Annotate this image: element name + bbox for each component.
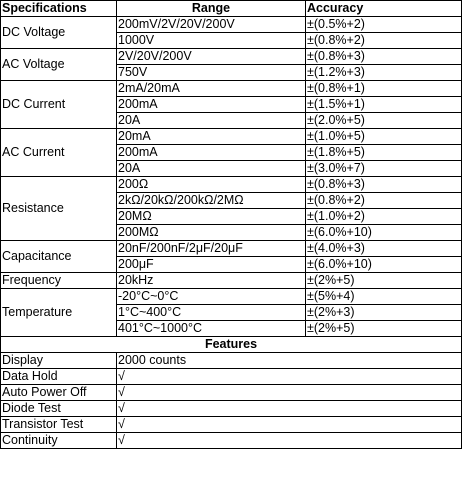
range-cell: 20A (117, 161, 306, 177)
accuracy-cell: ±(2%+5) (306, 273, 462, 289)
accuracy-cell: ±(2%+5) (306, 321, 462, 337)
feature-name-cell: Display (1, 353, 117, 369)
table-row (1, 129, 462, 145)
spec-name-cell: Resistance (1, 177, 117, 241)
features-title: Features (1, 337, 462, 353)
range-cell: 200μF (117, 257, 306, 273)
accuracy-cell: ±(1.8%+5) (306, 145, 462, 161)
spec-name-cell: DC Voltage (1, 17, 117, 49)
accuracy-cell: ±(0.8%+2) (306, 193, 462, 209)
accuracy-cell: ±(2.0%+5) (306, 113, 462, 129)
range-cell: 20mA (117, 129, 306, 145)
spec-name-cell: Capacitance (1, 241, 117, 273)
range-cell: 1000V (117, 33, 306, 49)
accuracy-cell: ±(0.8%+1) (306, 81, 462, 97)
range-cell: 2mA/20mA (117, 81, 306, 97)
spec-name-cell: Frequency (1, 273, 117, 289)
feature-name-cell: Transistor Test (1, 417, 117, 433)
range-cell: 200mA (117, 145, 306, 161)
table-row (1, 49, 462, 65)
feature-row (1, 417, 462, 433)
feature-name-cell: Diode Test (1, 401, 117, 417)
range-cell: 200Ω (117, 177, 306, 193)
feature-row (1, 353, 462, 369)
range-cell: 1°C~400°C (117, 305, 306, 321)
feature-name-cell: Continuity (1, 433, 117, 449)
accuracy-cell: ±(1.2%+3) (306, 65, 462, 81)
feature-row (1, 369, 462, 385)
spec-name-cell: AC Voltage (1, 49, 117, 81)
feature-value-cell: 2000 counts (117, 353, 462, 369)
table-row (1, 241, 462, 257)
table-row (1, 273, 462, 289)
table-row (1, 17, 462, 33)
feature-value-cell: √ (117, 417, 462, 433)
feature-value-cell: √ (117, 401, 462, 417)
feature-row (1, 433, 462, 449)
accuracy-cell: ±(3.0%+7) (306, 161, 462, 177)
range-cell: 200mV/2V/20V/200V (117, 17, 306, 33)
header-row (1, 1, 462, 17)
range-cell: 2kΩ/20kΩ/200kΩ/2MΩ (117, 193, 306, 209)
range-cell: -20°C~0°C (117, 289, 306, 305)
range-cell: 20kHz (117, 273, 306, 289)
table-row (1, 289, 462, 305)
feature-name-cell: Data Hold (1, 369, 117, 385)
feature-value-cell: √ (117, 369, 462, 385)
accuracy-header: Accuracy (306, 1, 462, 17)
accuracy-cell: ±(5%+4) (306, 289, 462, 305)
accuracy-cell: ±(6.0%+10) (306, 257, 462, 273)
range-cell: 200mA (117, 97, 306, 113)
accuracy-cell: ±(1.0%+2) (306, 209, 462, 225)
table-row (1, 177, 462, 193)
accuracy-cell: ±(6.0%+10) (306, 225, 462, 241)
spec-name-cell: Temperature (1, 289, 117, 337)
accuracy-cell: ±(0.8%+3) (306, 49, 462, 65)
range-cell: 200MΩ (117, 225, 306, 241)
feature-row (1, 401, 462, 417)
accuracy-cell: ±(2%+3) (306, 305, 462, 321)
accuracy-cell: ±(1.5%+1) (306, 97, 462, 113)
feature-name-cell: Auto Power Off (1, 385, 117, 401)
accuracy-cell: ±(0.8%+2) (306, 33, 462, 49)
range-header: Range (117, 1, 306, 17)
range-cell: 20A (117, 113, 306, 129)
feature-value-cell: √ (117, 433, 462, 449)
accuracy-cell: ±(0.8%+3) (306, 177, 462, 193)
range-cell: 401°C~1000°C (117, 321, 306, 337)
table-row (1, 81, 462, 97)
range-cell: 20MΩ (117, 209, 306, 225)
feature-row (1, 385, 462, 401)
feature-value-cell: √ (117, 385, 462, 401)
range-cell: 750V (117, 65, 306, 81)
spec-name-cell: AC Current (1, 129, 117, 177)
accuracy-cell: ±(4.0%+3) (306, 241, 462, 257)
accuracy-cell: ±(1.0%+5) (306, 129, 462, 145)
range-cell: 2V/20V/200V (117, 49, 306, 65)
spec-header: Specifications (1, 1, 117, 17)
accuracy-cell: ±(0.5%+2) (306, 17, 462, 33)
spec-name-cell: DC Current (1, 81, 117, 129)
features-header-row (1, 337, 462, 353)
range-cell: 20nF/200nF/2μF/20μF (117, 241, 306, 257)
